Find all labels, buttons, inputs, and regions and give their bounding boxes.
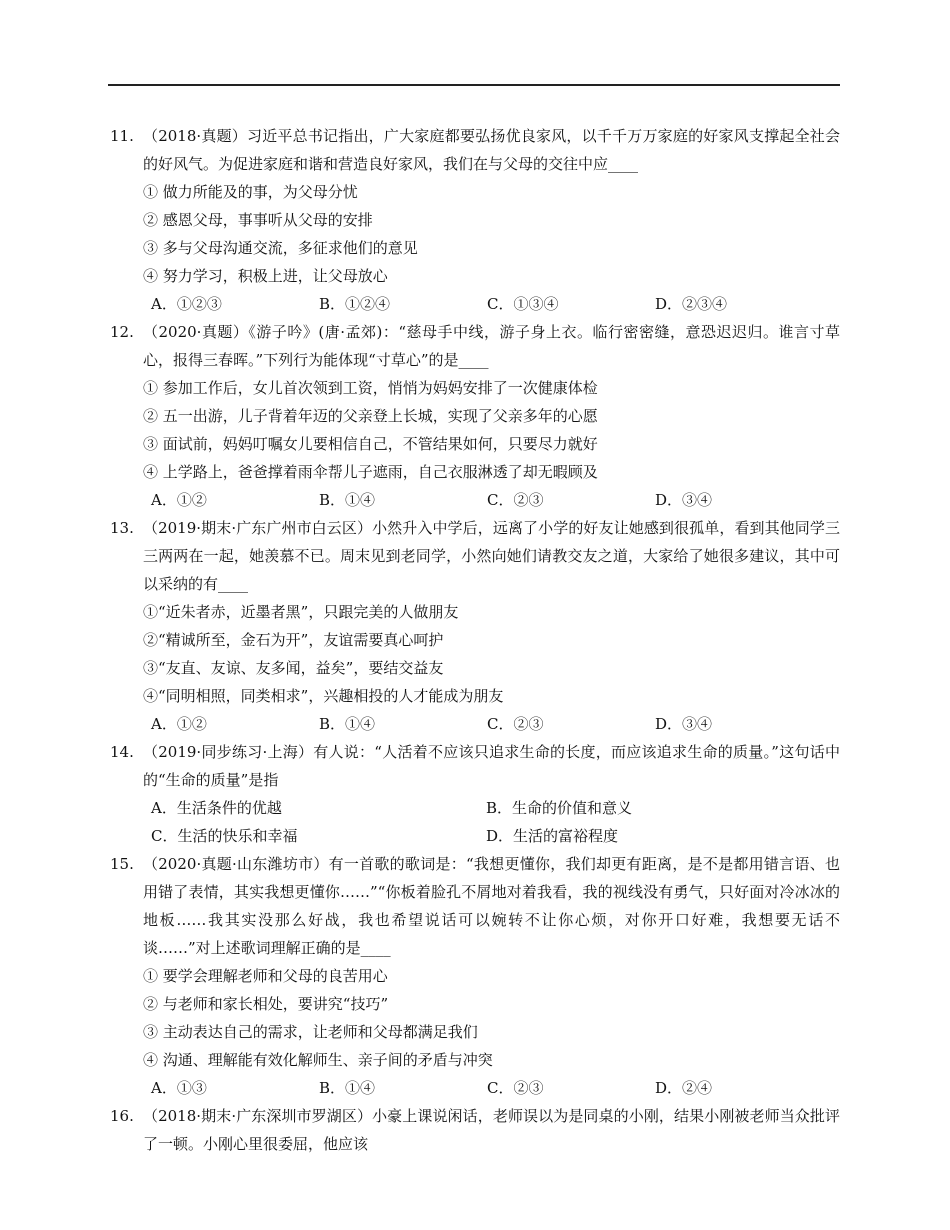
question-stem	[110, 318, 840, 374]
statement-item: ③“友直、友谅、友多闻，益矣”，要结交益友	[143, 659, 444, 677]
statement-item: ②“精诚所至，金石为开”，友谊需要真心呵护	[143, 631, 444, 649]
statement-item: ④ 上学路上，爸爸撑着雨伞帮儿子遮雨，自己衣服淋透了却无暇顾及	[143, 463, 598, 481]
option-d[interactable]: D．③④	[655, 715, 713, 733]
statement-item: ① 做力所能及的事，为父母分忧	[143, 183, 358, 201]
option-c[interactable]: C．②③	[487, 491, 544, 509]
question-number: 15.	[110, 855, 134, 873]
statement-item: ④ 沟通、理解能有效化解师生、亲子间的矛盾与冲突	[143, 1051, 493, 1069]
question-12	[110, 318, 840, 514]
question-number: 11.	[110, 127, 134, 145]
option-a[interactable]: A．①②③	[151, 295, 222, 313]
question-11	[110, 122, 840, 318]
answer-options	[110, 486, 840, 514]
question-list	[110, 122, 840, 1158]
question-13	[110, 514, 840, 738]
question-stem	[110, 1102, 840, 1158]
question-stem	[110, 850, 840, 962]
question-text: （2020·真题·山东潍坊市）有一首歌的歌词是：“我想更懂你，我们却更有距离，是不是都用错言语、也用错了表情，其实我想更懂你……”“你板着脸孔不屑地对着我看，我的视线没有勇气，只好面对冷冰冰的地板……我其实没那么好战，我也希望说话可以婉转不让你心烦，对你开口好难，我想要无话不谈……”对上述歌词理解正确的是____	[143, 855, 840, 957]
question-text: （2020·真题）《游子吟》(唐·孟郊)：“慈母手中线，游子身上衣。临行密密缝，意恐迟迟归。谁言寸草心，报得三春晖。”下列行为能体现“寸草心”的是____	[143, 323, 840, 369]
question-number: 12.	[110, 323, 134, 341]
statement-item: ③ 多与父母沟通交流，多征求他们的意见	[143, 239, 418, 257]
statement-item: ①“近朱者赤，近墨者黑”，只跟完美的人做朋友	[143, 603, 459, 621]
statement-item: ② 与老师和家长相处，要讲究“技巧”	[143, 995, 389, 1013]
question-text: （2018·期末·广东深圳市罗湖区）小豪上课说闲话，老师误以为是同桌的小刚，结果小刚被老师当众批评了一顿。小刚心里很委屈，他应该	[143, 1107, 840, 1153]
question-number: 14.	[110, 743, 134, 761]
option-b[interactable]: B．①②④	[319, 295, 391, 313]
question-number: 16.	[110, 1107, 134, 1125]
statement-item: ③ 主动表达自己的需求，让老师和父母都满足我们	[143, 1023, 478, 1041]
question-15	[110, 850, 840, 1102]
answer-options	[110, 1074, 840, 1102]
question-text: （2018·真题）习近平总书记指出，广大家庭都要弘扬优良家风，以千千万万家庭的好家风支撑起全社会的好风气。为促进家庭和谐和营造良好家风，我们在与父母的交往中应____	[143, 127, 840, 173]
question-stem	[110, 514, 840, 598]
question-text: （2019·期末·广东广州市白云区）小然升入中学后，远离了小学的好友让她感到很孤单，看到其他同学三三两两在一起，她羡慕不已。周末见到老同学，小然向她们请教交友之道，大家给了她很多建议，其中可以采纳的有____	[143, 519, 840, 593]
option-d[interactable]: D．②③④	[655, 295, 728, 313]
option-b[interactable]: B．①④	[319, 491, 376, 509]
question-14	[110, 738, 840, 850]
answer-options	[110, 710, 840, 738]
statement-item: ③ 面试前，妈妈叮嘱女儿要相信自己，不管结果如何，只要尽力就好	[143, 435, 598, 453]
option-c[interactable]: C．②③	[487, 715, 544, 733]
question-text: （2019·同步练习·上海）有人说：“人活着不应该只追求生命的长度，而应该追求生命的质量。”这句话中的“生命的质量”是指	[143, 743, 840, 789]
statement-item: ④ 努力学习，积极上进，让父母放心	[143, 267, 388, 285]
option-a[interactable]: A．生活条件的优越	[151, 799, 282, 817]
option-b[interactable]: B．①④	[319, 715, 376, 733]
question-number: 13.	[110, 519, 134, 537]
statement-item: ① 参加工作后，女儿首次领到工资，悄悄为妈妈安排了一次健康体检	[143, 379, 598, 397]
option-b[interactable]: B．生命的价值和意义	[486, 799, 633, 817]
option-b[interactable]: B．①④	[319, 1079, 376, 1097]
option-a[interactable]: A．①②	[151, 715, 207, 733]
option-c[interactable]: C．①③④	[487, 295, 559, 313]
header-rule	[108, 84, 840, 86]
option-a[interactable]: A．①②	[151, 491, 207, 509]
statement-item: ② 五一出游，儿子背着年迈的父亲登上长城，实现了父亲多年的心愿	[143, 407, 598, 425]
question-stem	[110, 122, 840, 178]
option-d[interactable]: D．②④	[655, 1079, 713, 1097]
option-c[interactable]: C．②③	[487, 1079, 544, 1097]
option-d[interactable]: D．③④	[655, 491, 713, 509]
statement-item: ② 感恩父母，事事听从父母的安排	[143, 211, 373, 229]
answer-options	[110, 794, 840, 850]
statement-item: ④“同明相照，同类相求”，兴趣相投的人才能成为朋友	[143, 687, 504, 705]
question-16	[110, 1102, 840, 1158]
option-c[interactable]: C．生活的快乐和幸福	[151, 827, 298, 845]
statement-item: ① 要学会理解老师和父母的良苦用心	[143, 967, 388, 985]
option-d[interactable]: D．生活的富裕程度	[486, 827, 619, 845]
option-a[interactable]: A．①③	[151, 1079, 207, 1097]
answer-options	[110, 290, 840, 318]
question-stem	[110, 738, 840, 794]
